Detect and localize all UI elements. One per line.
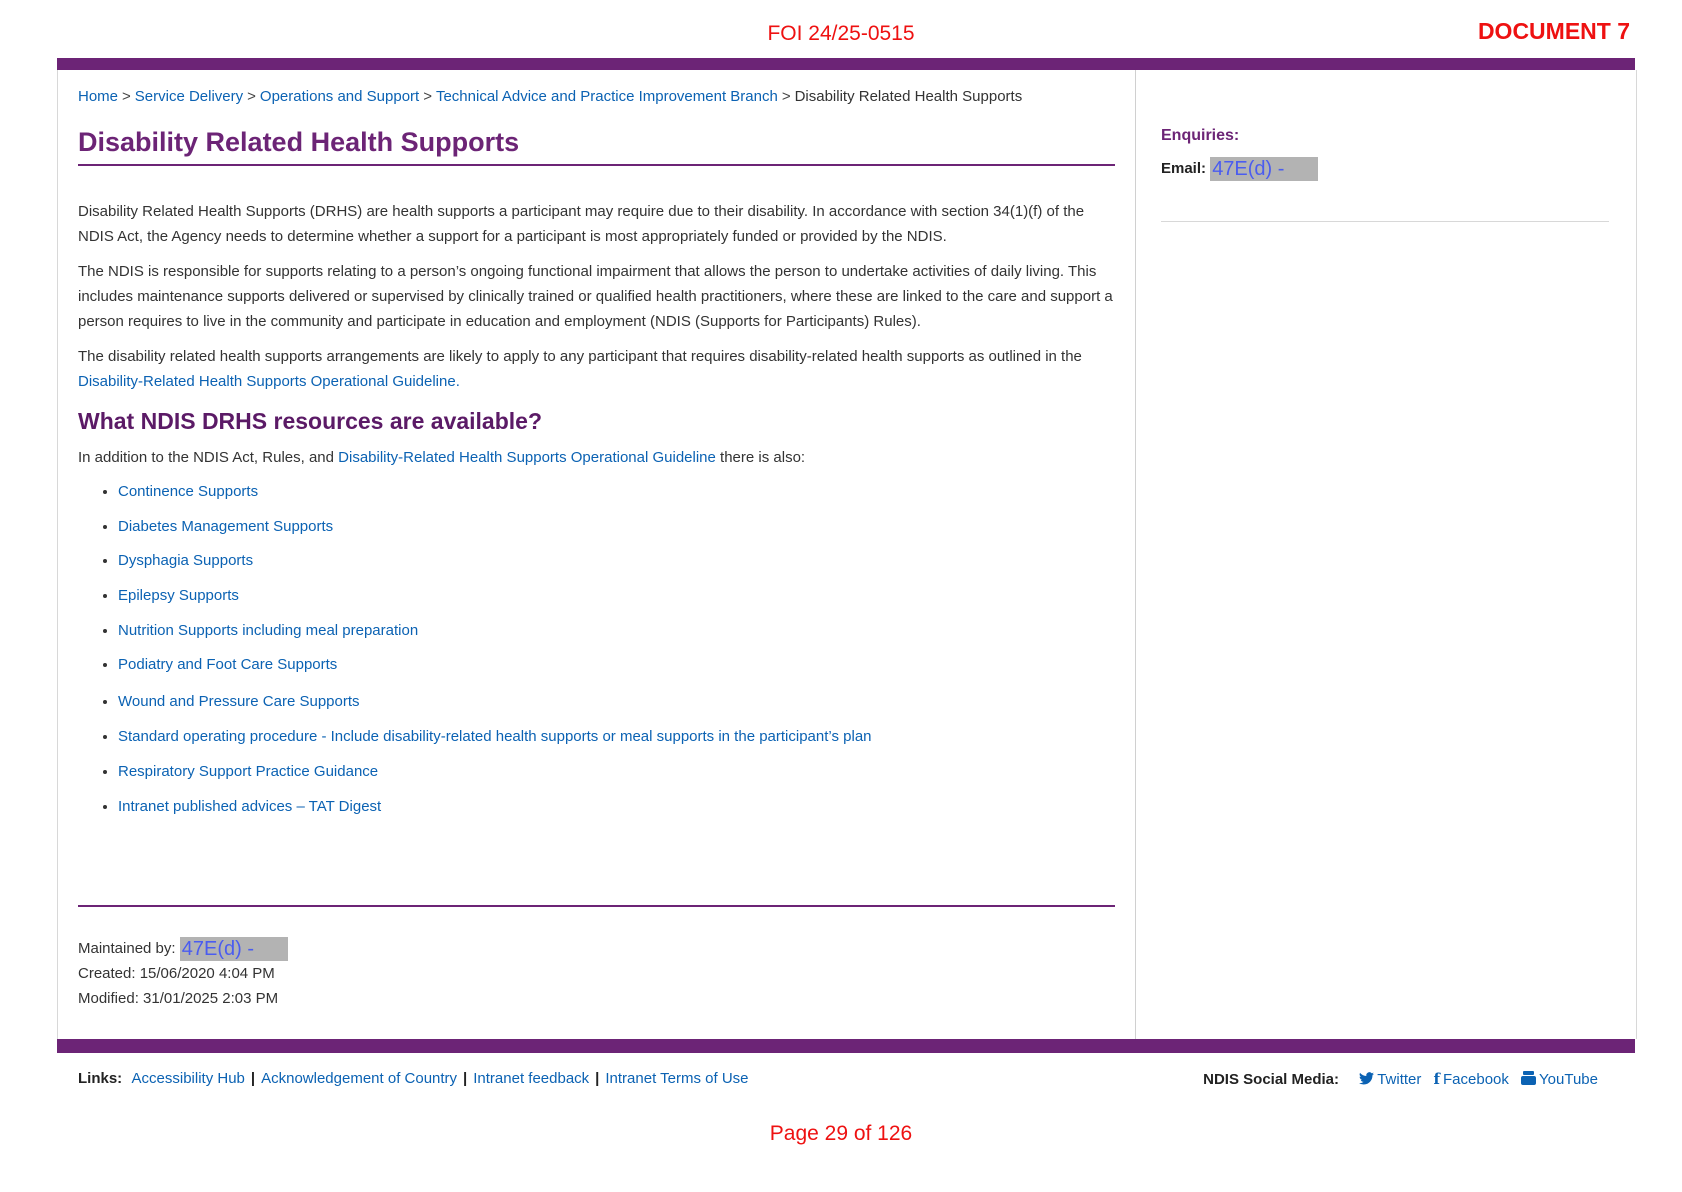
facebook-link[interactable] (1434, 1071, 1509, 1088)
list-item (118, 480, 1115, 504)
youtube-link[interactable] (1521, 1071, 1598, 1088)
sidebar (1161, 127, 1609, 222)
email-redaction: 47E(d) - (1210, 157, 1318, 181)
content-footer-rule (78, 905, 1115, 907)
wound-pressure-care-link[interactable]: Wound and Pressure Care Supports (118, 693, 360, 711)
paragraph-1: Disability Related Health Supports (DRHS) are health supports a participant may require due to their disability. In accordance with section 34(1)(f) of the NDIS Act, the Agency needs to determine whether a support for a participant is most appropriately funded or provided by the NDIS. (78, 203, 1085, 245)
continence-supports-link[interactable]: Continence Supports (118, 483, 259, 500)
list-item (118, 725, 1115, 749)
main-content (78, 85, 1115, 829)
list-item (118, 584, 1115, 608)
resource-link-list (78, 480, 1115, 819)
paragraph-3 (78, 344, 1115, 394)
facebook-label: Facebook (1443, 1071, 1509, 1088)
youtube-label: YouTube (1539, 1071, 1598, 1088)
footer-links (78, 1070, 749, 1087)
respiratory-support-link[interactable]: Respiratory Support Practice Guidance (118, 762, 379, 780)
page-title: Disability Related Health Supports (78, 127, 1115, 166)
resources-heading: What NDIS DRHS resources are available? (78, 408, 542, 434)
acknowledgement-link[interactable]: Acknowledgement of Country (261, 1070, 458, 1087)
page-number: Page 29 of 126 (769, 1122, 913, 1145)
twitter-label: Twitter (1377, 1071, 1422, 1088)
intranet-terms-link[interactable]: Intranet Terms of Use (605, 1070, 749, 1087)
maintained-by-redaction: 47E(d) - (180, 937, 288, 961)
operational-guideline-link[interactable]: Disability-Related Health Supports Operational Guideline. (78, 373, 460, 390)
list-item (118, 515, 1115, 539)
dysphagia-supports-link[interactable]: Dysphagia Supports (118, 552, 254, 570)
facebook-icon: f (1433, 1070, 1440, 1088)
breadcrumb-separator: > (423, 88, 432, 105)
header-bar (57, 58, 1635, 70)
podiatry-supports-link[interactable]: Podiatry and Foot Care Supports (118, 656, 338, 674)
resources-guideline-link[interactable]: Disability-Related Health Supports Operational Guideline (338, 449, 716, 466)
resources-intro-pre: In addition to the NDIS Act, Rules, and (78, 449, 334, 466)
epilepsy-supports-link[interactable]: Epilepsy Supports (118, 587, 239, 605)
breadcrumb-separator: > (247, 88, 256, 105)
intro-body (78, 199, 1115, 394)
tat-digest-link[interactable]: Intranet published advices – TAT Digest (118, 797, 382, 815)
modified-date: Modified: 31/01/2025 2:03 PM (78, 990, 279, 1007)
breadcrumb-separator: > (781, 88, 791, 105)
list-item (118, 549, 1115, 573)
foi-reference: FOI 24/25-0515 (767, 22, 915, 45)
paragraph-3-text: The disability related health supports arrangements are likely to apply to any participant that requires disability-related health supports as outlined in the (78, 348, 1082, 365)
breadcrumb-operations-support[interactable]: Operations and Support (259, 88, 420, 105)
footer-links-label: Links: (78, 1070, 123, 1087)
list-item (118, 760, 1115, 784)
twitter-icon (1359, 1071, 1374, 1088)
breadcrumb-current: Disability Related Health Supports (794, 88, 1023, 105)
enquiries-heading: Enquiries: (1161, 127, 1240, 144)
sidebar-rule (1161, 221, 1609, 222)
maintained-by-label: Maintained by: (78, 940, 176, 957)
resources-intro (78, 445, 1115, 470)
accessibility-hub-link[interactable]: Accessibility Hub (131, 1070, 245, 1087)
intranet-feedback-link[interactable]: Intranet feedback (473, 1070, 590, 1087)
footer-bar (57, 1039, 1635, 1053)
breadcrumb-branch[interactable]: Technical Advice and Practice Improvement Branch (435, 88, 778, 105)
page-metadata (78, 936, 288, 1011)
document-number: DOCUMENT 7 (1477, 18, 1630, 44)
list-item (118, 653, 1115, 677)
footer-separator: | (595, 1070, 600, 1087)
list-item (118, 795, 1115, 819)
twitter-link[interactable] (1359, 1071, 1421, 1088)
youtube-icon (1521, 1071, 1536, 1088)
column-divider (1135, 70, 1136, 1039)
list-item (118, 690, 1115, 714)
social-media (1203, 1070, 1598, 1088)
breadcrumb-service-delivery[interactable]: Service Delivery (134, 88, 244, 105)
nutrition-supports-link[interactable]: Nutrition Supports including meal preparation (118, 621, 419, 639)
breadcrumb-separator: > (122, 88, 131, 105)
footer-separator: | (463, 1070, 468, 1087)
breadcrumb (78, 85, 1115, 109)
paragraph-2: The NDIS is responsible for supports relating to a person’s ongoing functional impairment that allows the person to undertake activities of daily living. This includes maintenance supports delivered or supervised by clinically trained or qualified health practitioners, where these are linked to the care and support a person requires to live in the community and participate in education and employment (NDIS (Supports for Participants) Rules). (78, 263, 1113, 330)
list-item (118, 619, 1115, 643)
maintained-by (78, 936, 288, 961)
created-date: Created: 15/06/2020 4:04 PM (78, 965, 275, 982)
footer-separator: | (250, 1070, 256, 1087)
email-label: Email: (1161, 160, 1207, 177)
resources-intro-post: there is also: (720, 449, 806, 466)
standard-operating-procedure-link[interactable]: Standard operating procedure - Include disability-related health supports or meal supports in the participant’s plan (118, 728, 872, 746)
email-line (1161, 157, 1609, 181)
breadcrumb-home[interactable]: Home (78, 88, 119, 105)
social-media-label: NDIS Social Media: (1203, 1071, 1340, 1088)
diabetes-management-link[interactable]: Diabetes Management Supports (118, 517, 334, 535)
